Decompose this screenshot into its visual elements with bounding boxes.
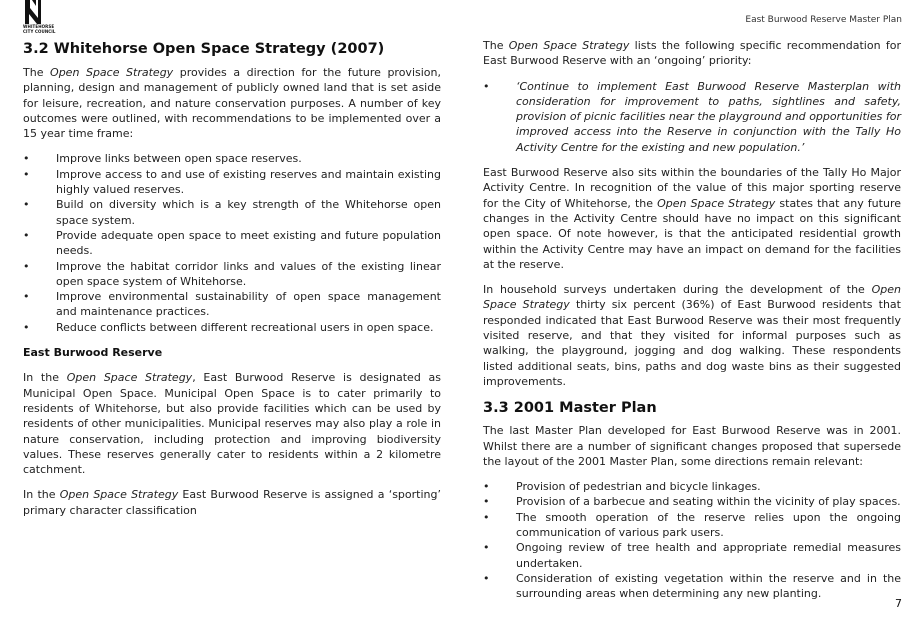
list-item: • Improve environmental sustainability of open space management and maintenance practices.: [23, 290, 441, 319]
logo-wordmark: [23, 25, 56, 34]
list-item: • Consideration of existing vegetation within the reserve and in the surrounding areas when determining any new planting.: [483, 571, 901, 601]
list-item: • Provision of pedestrian and bicycle linkages.: [483, 480, 761, 494]
page-number: 7: [895, 597, 902, 610]
left-column: [23, 40, 441, 528]
subheading-east-burwood: East Burwood Reserve: [23, 346, 163, 360]
list-item: • Ongoing review of tree health and appropriate remedial measures undertaken.: [483, 541, 901, 570]
master-plan-paragraph: The last Master Plan developed for East Burwood Reserve was in 2001. Whilst there are a number of significant changes proposed that supersede the layout of the 2001 Master Plan, some directions remain relevant:: [483, 424, 901, 468]
logo-org-line1: WHITEHORSE: [23, 24, 55, 29]
right-column: [483, 38, 901, 612]
logo-org-line2: CITY COUNCIL: [23, 28, 56, 34]
outcomes-list: [23, 151, 441, 335]
section-heading-3-3: 3.3 2001 Master Plan: [483, 400, 657, 417]
list-item: • Provision of a barbecue and seating within the vicinity of play spaces.: [483, 495, 901, 509]
list-item: • Improve links between open space reserves.: [23, 152, 302, 166]
master-plan-list: [483, 479, 901, 601]
list-item: • The smooth operation of the reserve relies upon the ongoing communication of various park users.: [483, 510, 901, 540]
activity-centre-paragraph: East Burwood Reserve also sits within the boundaries of the Tally Ho Major Activity Centre. In recognition of the value of this major sporting reserve for the City of Whitehorse, the Open Space Strategy states that any future changes in the Activity Centre should have no impact on this significant open space. Of note however, is that the anticipated residential growth within the Activity Centre may have an impact on demand for the facilities at the reserve.: [483, 166, 901, 271]
section-heading-3-2: 3.2 Whitehorse Open Space Strategy (2007): [23, 41, 385, 57]
list-item: • Provide adequate open space to meet existing and future population needs.: [23, 228, 441, 258]
horse-emblem-icon: [23, 0, 63, 26]
list-item: • Improve the habitat corridor links and values of the existing linear open space system of Whitehorse.: [23, 259, 441, 288]
intro-paragraph: The Open Space Strategy provides a direction for the future provision, planning, design and management of publicly owned land that is set aside for leisure, recreation, and nature conservation purposes. A number of key outcomes were outlined, with recommendations to be implemented over a 15 year time frame:: [23, 66, 441, 141]
list-item: • Reduce conflicts between different recreational users in open space.: [23, 320, 434, 334]
household-survey-paragraph: In household surveys undertaken during the development of the Open Space Strategy thirty six percent (36%) of East Burwood residents that responded indicated that East Burwood Reserve was their most frequently visited reserve, and that they visited for informal purposes such as walking, the playground, jogging and dog walking. These respondents listed additional seats, bins, paths and dog waste bins as their suggested improvements.: [483, 283, 901, 388]
list-item: • Improve access to and use of existing reserves and maintain existing highly valued reserves.: [23, 167, 441, 197]
recommendation-list: [483, 79, 901, 155]
list-item: • ‘Continue to implement East Burwood Reserve Masterplan with consideration for improvement to paths, sightlines and safety, provision of picnic facilities near the playground and opportunities for improved access into the Reserve in conjunction with the Tally Ho Activity Centre for the existing and new population.’: [483, 79, 901, 154]
designation-paragraph: In the Open Space Strategy, East Burwood Reserve is designated as Municipal Open Space. Municipal Open Space is to cater primarily to residents of Whitehorse, but also provide facilities which can be used by residents of other municipalities. Municipal reserves may also play a role in nature conservation, including protection and improving biodiversity values. These reserves generally cater to residents within a 2 kilometre catchment.: [23, 371, 442, 477]
recommendation-intro: The Open Space Strategy lists the following specific recommendation for East Burwood Reserve with an ‘ongoing’ priority:: [483, 39, 901, 68]
running-header: East Burwood Reserve Master Plan: [745, 15, 902, 25]
classification-paragraph: In the Open Space Strategy East Burwood Reserve is assigned a ‘sporting’ primary character classification: [23, 488, 441, 517]
list-item: • Build on diversity which is a key strength of the Whitehorse open space system.: [23, 198, 441, 227]
